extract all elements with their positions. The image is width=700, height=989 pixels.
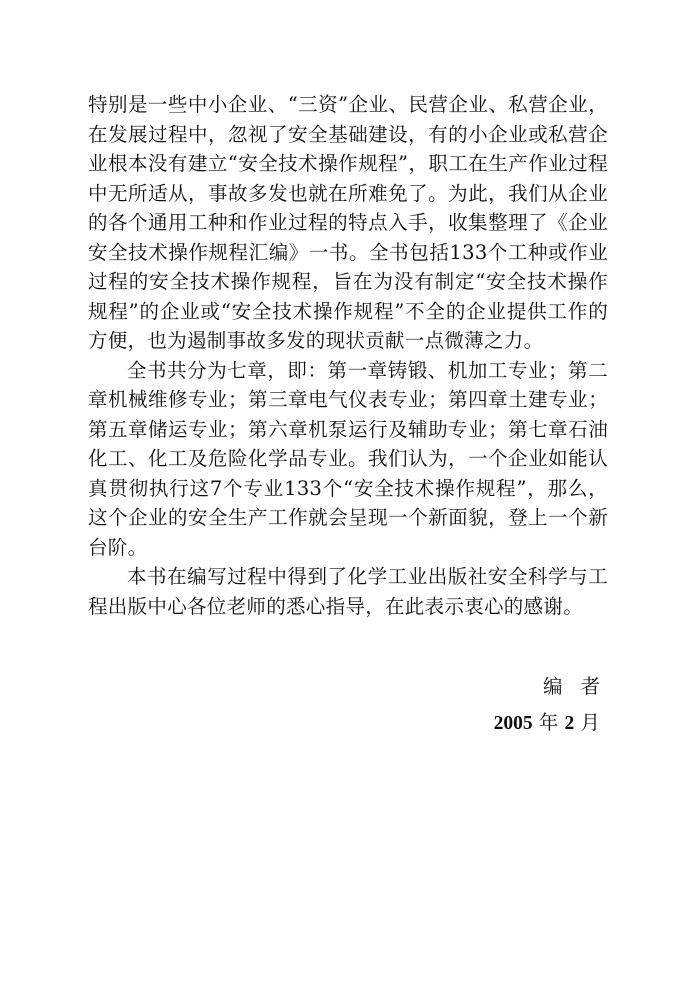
body-text [88,90,608,621]
date-month-suffix: 月 [580,711,600,734]
paragraph-chapters: 全书共分为七章，即：第一章铸锻、机加工专业；第二章机械维修专业；第三章电气仪表专业；第四章土建专业；第五章储运专业；第六章机泵运行及辅助专业；第七章石油化工、化工及危险化学品专业。我们认为，一个企业如能认真贯彻执行这7个专业133个“安全技术操作规程”，那么，这个企业的安全生产工作就会呈现一个新面貌，登上一个新台阶。 [88,358,608,559]
paragraph-continuation: 特别是一些中小企业、“三资”企业、民营企业、私营企业，在发展过程中，忽视了安全基础建设，有的小企业或私营企业根本没有建立“安全技术操作规程”，职工在生产作业过程中无所适从，事故多发也就在所难免了。为此，我们从企业的各个通用工种和作业过程的特点入手，收集整理了《企业安全技术操作规程汇编》一书。全书包括133个工种或作业过程的安全技术操作规程，旨在为没有制定“安全技术操作规程”的企业或“安全技术操作规程”不全的企业提供工作的方便，也为遏制事故多发的现状贡献一点微薄之力。 [88,93,608,352]
paragraph-acknowledgement: 本书在编写过程中得到了化学工业出版社安全科学与工程出版中心各位老师的悉心指导，在此表示衷心的感谢。 [88,565,608,618]
author-signature: 编者 [542,675,618,698]
date-month: 2 [564,713,575,734]
date-year-suffix: 年 [538,711,559,734]
signature-date [494,708,600,739]
date-year: 2005 [493,713,533,734]
signature-block [493,672,618,739]
